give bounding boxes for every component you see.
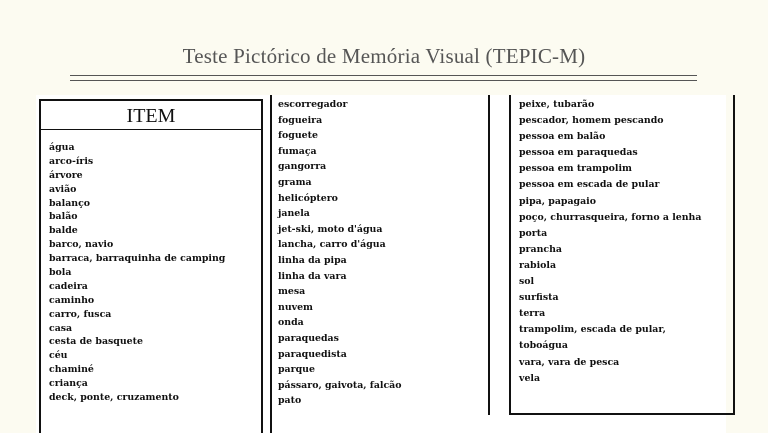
list-item: chaminé xyxy=(49,364,94,376)
list-item: arco-íris xyxy=(49,155,94,167)
list-item: foguete xyxy=(278,130,318,142)
list-item: terra xyxy=(519,308,546,320)
list-item: fogueira xyxy=(278,114,323,126)
list-item: vela xyxy=(519,372,541,384)
title-rule-top xyxy=(70,75,697,76)
list-item: carro, fusca xyxy=(49,308,112,320)
list-item: pescador, homem pescando xyxy=(519,115,664,127)
list-item: pessoa em trampolim xyxy=(519,163,632,175)
list-item: criança xyxy=(49,378,88,390)
list-item: linha da vara xyxy=(278,270,347,282)
list-item: pessoa em paraquedas xyxy=(519,147,638,159)
list-item: caminho xyxy=(49,294,95,306)
title-rule-bottom xyxy=(70,80,697,81)
list-item: água xyxy=(49,142,75,153)
column-divider xyxy=(270,95,272,433)
item-list-column-3 xyxy=(519,97,701,387)
slide-title: Teste Pictórico de Memória Visual (TEPIC-M) xyxy=(182,44,586,68)
list-item: mesa xyxy=(278,286,306,298)
list-item: gangorra xyxy=(278,161,327,173)
item-column-box xyxy=(39,99,263,433)
list-item: nuvem xyxy=(278,301,313,313)
item-list-column-1 xyxy=(49,141,225,405)
list-item: peixe, tubarão xyxy=(519,99,595,110)
list-item: balão xyxy=(49,211,78,223)
list-item: pipa, papagaio xyxy=(519,195,596,207)
list-item: avião xyxy=(49,183,77,195)
item-header: ITEM xyxy=(41,101,261,130)
list-item: balde xyxy=(49,225,78,237)
column-divider xyxy=(488,95,490,415)
list-item: helicóptero xyxy=(278,192,338,204)
list-item: poço, churrasqueira, forno a lenha xyxy=(519,211,702,223)
list-item: paraquedista xyxy=(278,348,347,360)
list-item: pessoa em escada de pular xyxy=(519,179,660,191)
list-item: fumaça xyxy=(278,145,317,157)
list-item: prancha xyxy=(519,243,562,255)
list-item: porta xyxy=(519,227,548,239)
list-item: jet-ski, moto d'água xyxy=(278,223,383,235)
list-item: lancha, carro d'água xyxy=(278,239,386,251)
list-item: árvore xyxy=(49,169,83,181)
list-item: pássaro, gaivota, falcão xyxy=(278,379,402,391)
list-item: cadeira xyxy=(49,280,88,292)
list-item: barraca, barraquinha de camping xyxy=(49,253,226,265)
list-item: parque xyxy=(278,364,315,376)
list-item: toboágua xyxy=(519,340,568,352)
list-item: rabiola xyxy=(519,259,557,271)
list-item: pato xyxy=(278,395,302,407)
list-item: onda xyxy=(278,317,304,329)
list-item: pessoa em balão xyxy=(519,131,606,143)
list-item: bola xyxy=(49,267,72,279)
list-item: sol xyxy=(519,276,535,288)
list-item: janela xyxy=(278,208,310,220)
list-item: escorregador xyxy=(278,99,348,110)
list-item: barco, navio xyxy=(49,239,114,251)
list-item: balanço xyxy=(49,197,91,209)
list-item: deck, ponte, cruzamento xyxy=(49,392,179,404)
item-list-column-2 xyxy=(278,97,402,409)
list-item: cesta de basquete xyxy=(49,336,143,348)
list-item: vara, vara de pesca xyxy=(519,356,620,368)
list-item: surfista xyxy=(519,292,559,304)
list-item: grama xyxy=(278,176,312,188)
list-item: trampolim, escada de pular, xyxy=(519,324,666,336)
list-item: casa xyxy=(49,322,73,334)
list-item: linha da pipa xyxy=(278,254,347,266)
list-item: paraquedas xyxy=(278,332,339,344)
list-item: céu xyxy=(49,350,68,362)
